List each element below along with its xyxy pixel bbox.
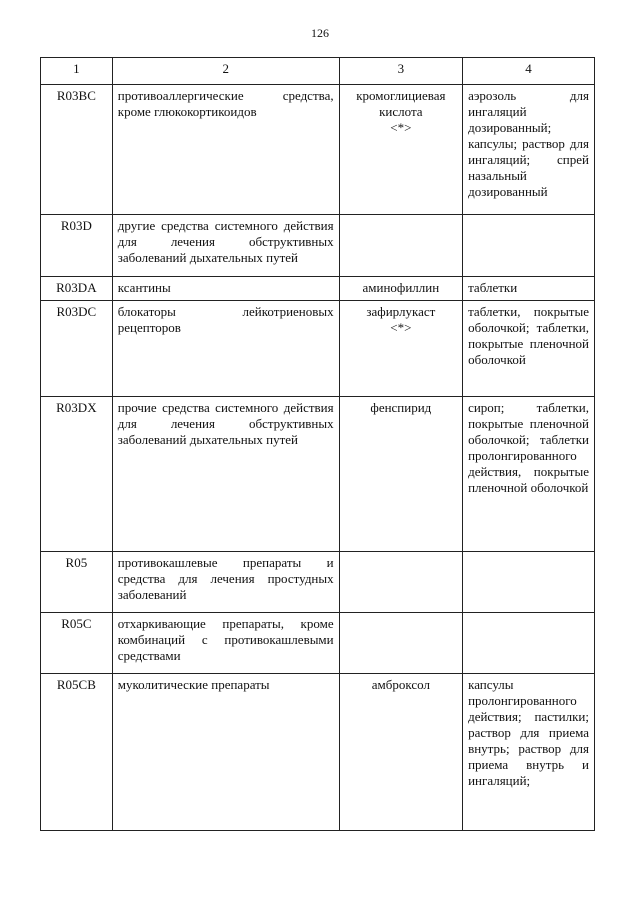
atc-code-cell: R03DX <box>41 397 113 552</box>
table-row <box>41 674 595 831</box>
table-header-row <box>41 58 595 85</box>
group-name-cell: другие средства системного действия для лечения обструктивных заболеваний дыхательных путей <box>112 215 339 277</box>
dosage-forms-cell: сироп; таблетки, покрытые пленочной оболочкой; таблетки пролонгированного действия, покрытые пленочной оболочкой <box>463 397 595 552</box>
dosage-forms-cell: таблетки, покрытые оболочкой; таблетки, покрытые пленочной оболочкой <box>463 301 595 397</box>
atc-code-cell: R05CB <box>41 674 113 831</box>
table-row <box>41 277 595 301</box>
dosage-forms-cell: аэрозоль для ингаляций дозированный; капсулы; раствор для ингаляций; спрей назальный дозированный <box>463 85 595 215</box>
substance-cell: амброксол <box>339 674 462 831</box>
column-header-1: 1 <box>41 58 113 85</box>
substance-cell: аминофиллин <box>339 277 462 301</box>
column-header-2: 2 <box>112 58 339 85</box>
dosage-forms-cell <box>463 552 595 613</box>
substance-cell <box>339 613 462 674</box>
atc-code-cell: R03BC <box>41 85 113 215</box>
atc-code-cell: R03D <box>41 215 113 277</box>
table-row <box>41 85 595 215</box>
group-name-cell: муколитические препараты <box>112 674 339 831</box>
dosage-forms-cell: таблетки <box>463 277 595 301</box>
substance-cell: кромоглициевая кислота <*> <box>339 85 462 215</box>
dosage-forms-cell <box>463 215 595 277</box>
group-name-cell: противокашлевые препараты и средства для лечения простудных заболеваний <box>112 552 339 613</box>
atc-code-cell: R03DA <box>41 277 113 301</box>
table-row <box>41 397 595 552</box>
group-name-cell: блокаторы лейкотриеновых рецепторов <box>112 301 339 397</box>
table-row <box>41 301 595 397</box>
group-name-cell: прочие средства системного действия для лечения обструктивных заболеваний дыхательных путей <box>112 397 339 552</box>
dosage-forms-cell <box>463 613 595 674</box>
table-row <box>41 215 595 277</box>
substance-cell: зафирлукаст <*> <box>339 301 462 397</box>
column-header-3: 3 <box>339 58 462 85</box>
atc-code-cell: R05C <box>41 613 113 674</box>
table-row <box>41 552 595 613</box>
substance-cell <box>339 552 462 613</box>
group-name-cell: противоаллергические средства, кроме глюкокортикоидов <box>112 85 339 215</box>
group-name-cell: ксантины <box>112 277 339 301</box>
group-name-cell: отхаркивающие препараты, кроме комбинаций с противокашлевыми средствами <box>112 613 339 674</box>
dosage-forms-cell: капсулы пролонгированного действия; пастилки; раствор для приема внутрь; раствор для приема внутрь и ингаляций; <box>463 674 595 831</box>
page-number: 126 <box>311 26 329 40</box>
table-row <box>41 613 595 674</box>
substance-cell: фенспирид <box>339 397 462 552</box>
atc-code-cell: R03DC <box>41 301 113 397</box>
column-header-4: 4 <box>463 58 595 85</box>
atc-code-cell: R05 <box>41 552 113 613</box>
drug-table <box>40 57 595 831</box>
substance-cell <box>339 215 462 277</box>
